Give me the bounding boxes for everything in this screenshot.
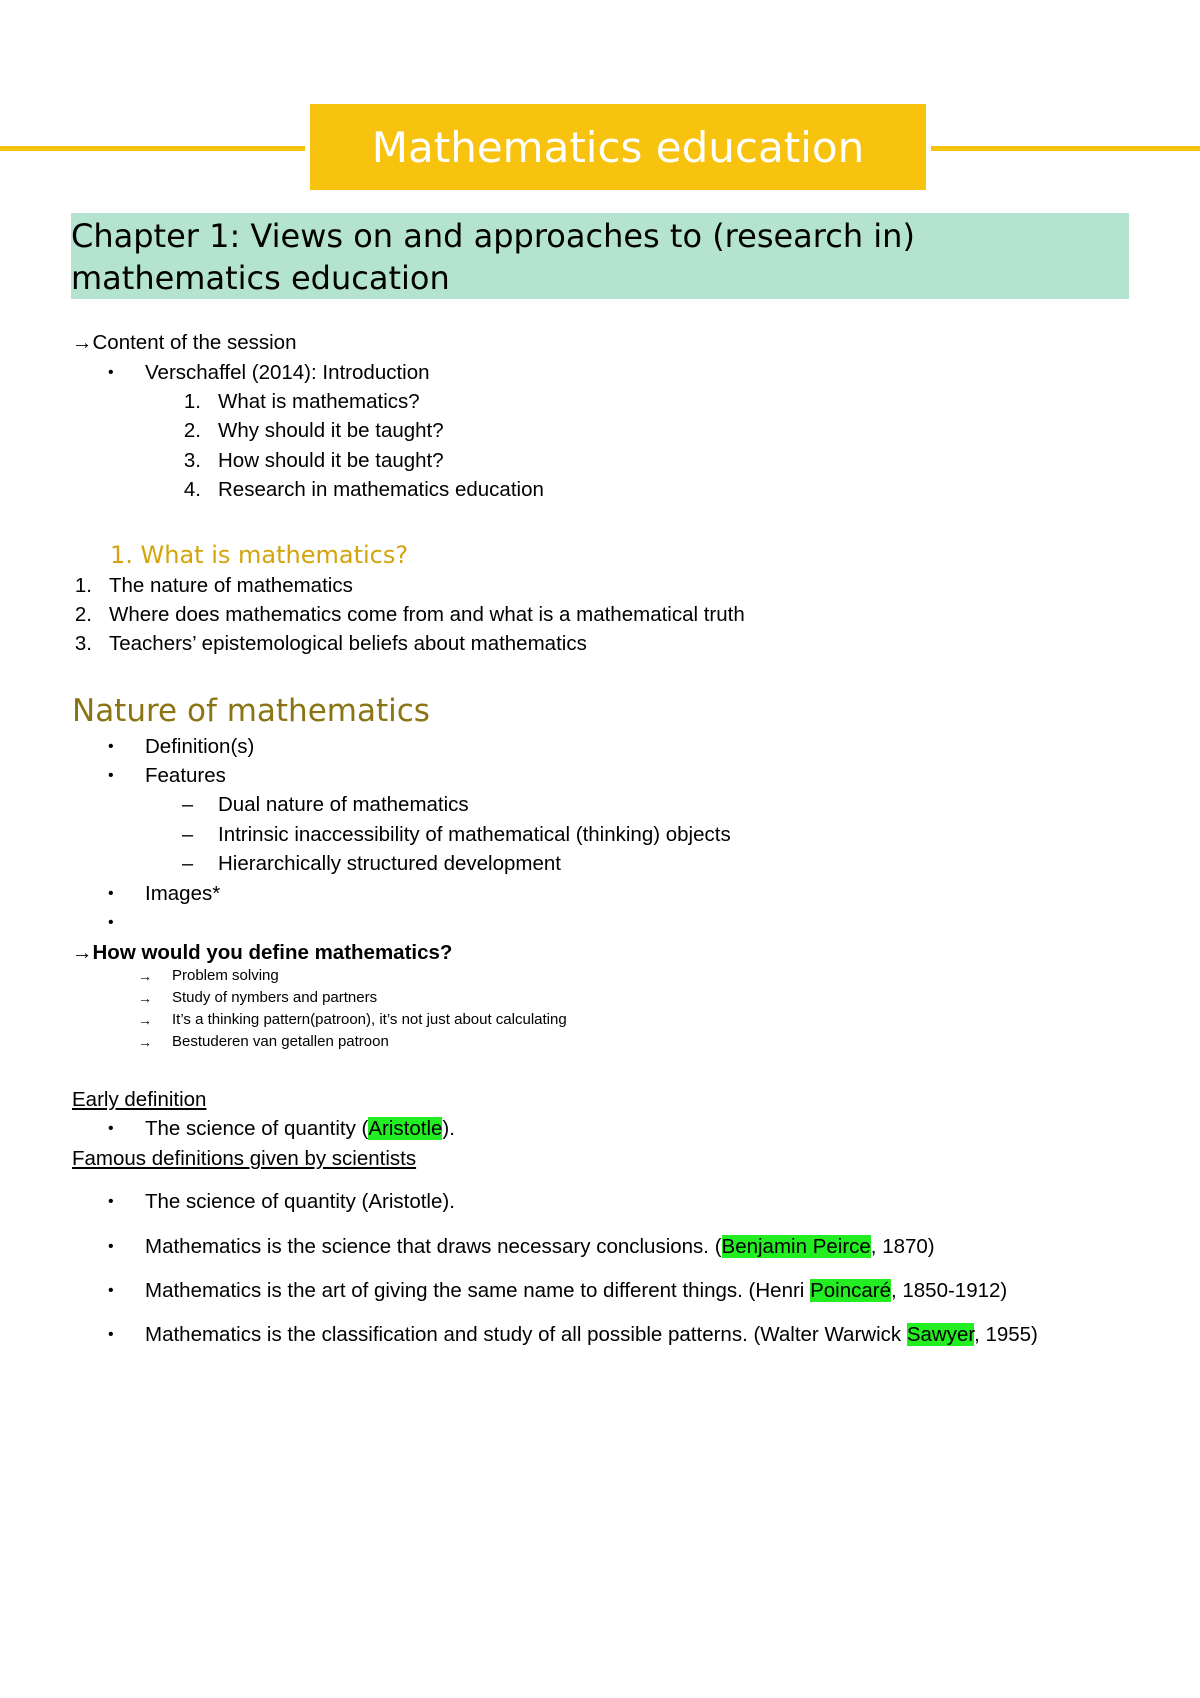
list-item: Definition(s) — [145, 735, 255, 758]
list-item: Intrinsic inaccessibility of mathematical (thinking) objects — [218, 823, 731, 846]
list-number: 3. — [74, 632, 92, 655]
bullet-icon: • — [108, 767, 114, 784]
bullet-icon: • — [108, 1120, 114, 1137]
list-item: Verschaffel (2014): Introduction — [145, 361, 430, 384]
list-number: 3. — [183, 449, 201, 472]
list-item: Research in mathematics education — [218, 478, 544, 501]
bullet-icon: • — [108, 364, 114, 381]
highlight-aristotle: Aristotle — [368, 1117, 443, 1140]
dash-icon: – — [182, 853, 194, 875]
highlight-poincare: Poincaré — [810, 1279, 891, 1302]
list-item: How should it be taught? — [218, 449, 444, 472]
arrow-right-icon: → — [138, 1012, 152, 1028]
chapter-title-line-1: Chapter 1: Views on and approaches to (research in) — [71, 217, 915, 255]
bullet-icon: • — [108, 914, 114, 931]
list-number: 1. — [74, 574, 92, 597]
early-definition-heading: Early definition — [72, 1088, 207, 1111]
list-item: Why should it be taught? — [218, 419, 444, 442]
chapter-heading — [71, 213, 1129, 299]
highlight-peirce: Benjamin Peirce — [721, 1235, 871, 1258]
list-item: Images* — [145, 882, 221, 905]
dash-icon: – — [182, 824, 194, 846]
dash-icon: – — [182, 794, 194, 816]
list-item: The science of quantity (Aristotle). — [145, 1117, 455, 1140]
section-heading-nature: Nature of mathematics — [72, 693, 430, 729]
list-number: 1. — [183, 390, 201, 413]
arrow-right-icon: → — [138, 1034, 152, 1050]
list-item: Study of nymbers and partners — [172, 989, 378, 1006]
chapter-title-line-2: mathematics education — [71, 259, 450, 297]
list-item: What is mathematics? — [218, 390, 420, 413]
title-rule-right — [931, 146, 1200, 151]
bullet-icon: • — [108, 738, 114, 755]
list-item: Dual nature of mathematics — [218, 793, 469, 816]
section-heading-what-is-mathematics: 1. What is mathematics? — [110, 541, 409, 569]
arrow-right-icon: → — [138, 990, 152, 1006]
document-title: Mathematics education — [310, 104, 926, 190]
bullet-icon: • — [108, 1282, 114, 1299]
list-item: Teachers’ epistemological beliefs about mathematics — [109, 632, 587, 655]
list-item: Hierarchically structured development — [218, 852, 561, 875]
arrow-right-icon: → — [72, 331, 93, 354]
content-session-label: →Content of the session — [72, 331, 297, 354]
list-item: Features — [145, 764, 226, 787]
list-number: 4. — [183, 478, 201, 501]
define-question: →How would you define mathematics? — [72, 941, 453, 964]
list-item: Bestuderen van getallen patroon — [172, 1033, 389, 1050]
highlight-sawyer: Sawyer — [906, 1323, 975, 1346]
title-rule-left — [0, 146, 305, 151]
list-item: It’s a thinking pattern(patroon), it’s not just about calculating — [172, 1011, 567, 1028]
list-item: Mathematics is the classification and study of all possible patterns. (Walter Warwick Sawyer, 1955) — [145, 1323, 1038, 1346]
arrow-right-icon: → — [72, 941, 93, 964]
list-number: 2. — [74, 603, 92, 626]
list-item: Problem solving — [172, 967, 279, 984]
list-item: The science of quantity (Aristotle). — [145, 1190, 455, 1213]
bullet-icon: • — [108, 1238, 114, 1255]
arrow-right-icon: → — [138, 968, 152, 984]
list-item: Where does mathematics come from and what is a mathematical truth — [109, 603, 745, 626]
bullet-icon: • — [108, 1326, 114, 1343]
bullet-icon: • — [108, 885, 114, 902]
list-item: Mathematics is the art of giving the same name to different things. (Henri Poincaré, 1850-1912) — [145, 1279, 1008, 1302]
list-item: The nature of mathematics — [109, 574, 353, 597]
list-number: 2. — [183, 419, 201, 442]
bullet-icon: • — [108, 1193, 114, 1210]
list-item: Mathematics is the science that draws necessary conclusions. (Benjamin Peirce, 1870) — [145, 1235, 935, 1258]
famous-definitions-heading: Famous definitions given by scientists — [72, 1147, 417, 1170]
